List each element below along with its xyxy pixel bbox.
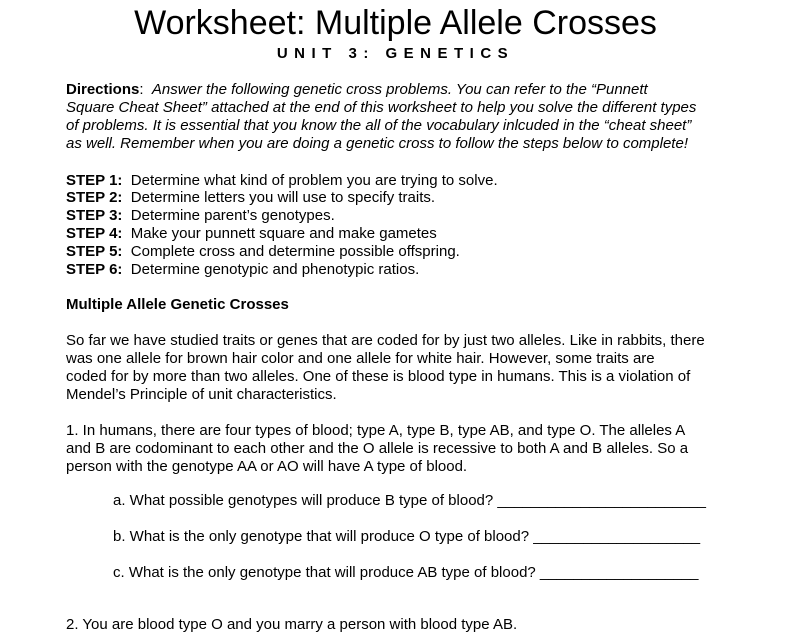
step-label: STEP 4: [66, 225, 123, 242]
step-text: Determine what kind of problem you are trying to solve. [130, 172, 498, 189]
directions-label: Directions [66, 81, 140, 98]
step-item [66, 189, 435, 207]
step-item [66, 172, 498, 190]
page-title: Worksheet: Multiple Allele Crosses [134, 4, 657, 42]
step-label: STEP 1: [66, 172, 123, 189]
step-text: Complete cross and determine possible offspring. [130, 243, 460, 260]
question-1-text: person with the genotype AA or AO will have A type of blood. [66, 458, 468, 475]
step-item [66, 225, 437, 243]
step-item [66, 207, 335, 225]
step-text: Determine parent’s genotypes. [130, 207, 335, 224]
subquestion-a[interactable]: a. What possible genotypes will produce B type of blood? _________________________ [113, 492, 706, 509]
step-label: STEP 2: [66, 189, 123, 206]
intro-text: coded for by more than two alleles. One of these is blood type in humans. This is a violation of [66, 368, 691, 385]
question-1-text: and B are codominant to each other and the O allele is recessive to both A and B alleles. So a [66, 440, 689, 457]
step-item [66, 261, 419, 279]
question-2-text: 2. You are blood type O and you marry a person with blood type AB. [66, 616, 518, 633]
question-1-text: 1. In humans, there are four types of blood; type A, type B, type AB, and type O. The alleles A [66, 422, 686, 439]
directions-text: of problems. It is essential that you know the all of the vocabulary inlcuded in the “cheat sheet” [66, 117, 692, 134]
step-text: Determine letters you will use to specify traits. [130, 189, 436, 206]
step-item [66, 243, 460, 261]
section-heading: Multiple Allele Genetic Crosses [66, 296, 289, 313]
directions-text: Square Cheat Sheet” attached at the end of this worksheet to help you solve the different types [66, 99, 697, 116]
directions-text: Answer the following genetic cross problems. You can refer to the “Punnett [151, 81, 648, 98]
step-label: STEP 5: [66, 243, 123, 260]
step-text: Make your punnett square and make gametes [130, 225, 437, 242]
directions-line [66, 81, 648, 99]
step-text: Determine genotypic and phenotypic ratios. [130, 261, 420, 278]
intro-text: was one allele for brown hair color and one allele for white hair. However, some traits are [66, 350, 655, 367]
directions-text: as well. Remember when you are doing a genetic cross to follow the steps below to complete! [66, 135, 688, 152]
intro-text: So far we have studied traits or genes that are coded for by just two alleles. Like in rabbits, there [66, 332, 705, 349]
step-label: STEP 3: [66, 207, 123, 224]
intro-text: Mendel’s Principle of unit characteristics. [66, 386, 337, 403]
subquestion-c[interactable]: c. What is the only genotype that will produce AB type of blood? ___________________ [113, 564, 699, 581]
subquestion-b[interactable]: b. What is the only genotype that will produce O type of blood? ____________________ [113, 528, 701, 545]
directions-colon: : [139, 81, 144, 98]
page-subtitle: UNIT 3: GENETICS [276, 45, 515, 62]
step-label: STEP 6: [66, 261, 123, 278]
